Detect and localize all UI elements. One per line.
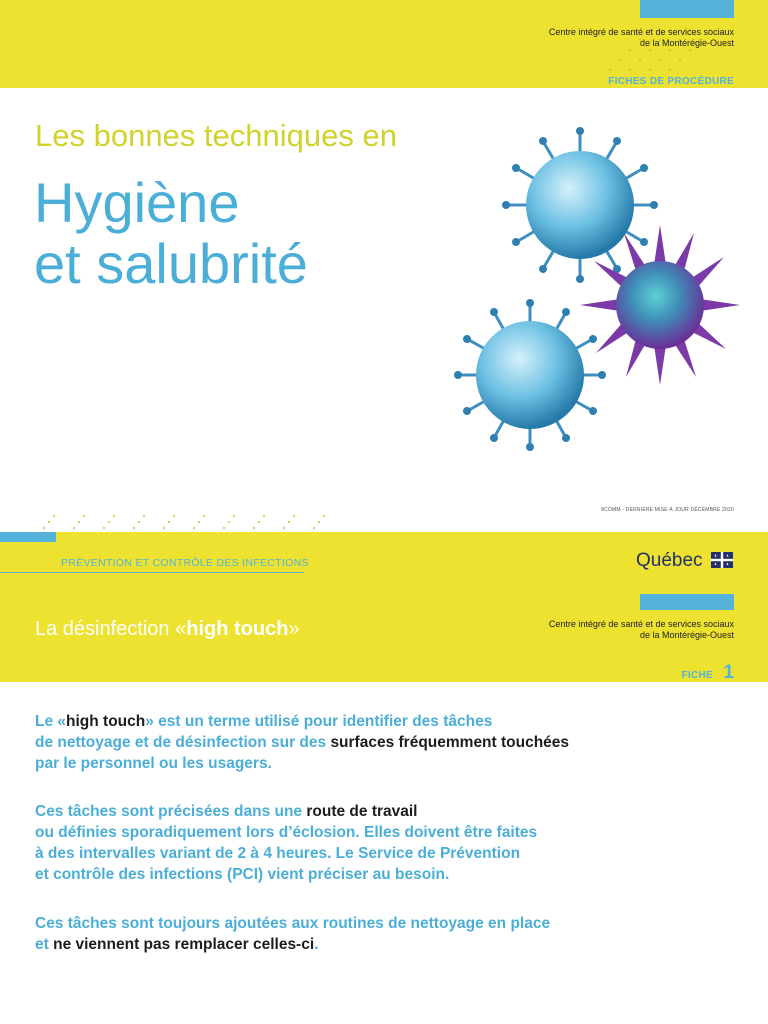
fiche-title-keyword: high touch (186, 618, 289, 640)
p3-highlight: ne viennent pas remplacer celles-ci (53, 936, 315, 953)
fiche-title (35, 618, 300, 641)
cover-title-line2: et salubrité (34, 232, 308, 295)
department-underline (0, 572, 304, 573)
band-org-line2: de la Montérégie-Ouest (639, 630, 734, 640)
header-org-name (549, 27, 734, 49)
quebec-flag-icon (711, 552, 733, 568)
band-org-line1: Centre intégré de santé et de services sociaux (548, 619, 734, 629)
cover-supertitle: Les bonnes techniques en (35, 118, 397, 153)
paragraph-2 (35, 801, 675, 885)
p2-line2: ou définies sporadiquement lors d’éclosion. Elles doivent être faites (35, 824, 538, 841)
department-label: PRÉVENTION ET CONTRÔLE DES INFECTIONS (61, 557, 309, 569)
series-label: FICHES DE PROCÉDURE (608, 76, 734, 87)
p1-text-c: » est un terme utilisé pour identifier des tâches (145, 713, 493, 730)
fiche-label: FICHE (681, 670, 713, 681)
mid-dot-pattern (36, 510, 366, 532)
virus-illustration (450, 120, 750, 460)
fiche-number-block (681, 662, 734, 684)
p3-line1: Ces tâches sont toujours ajoutées aux routines de nettoyage en place (35, 915, 551, 932)
update-note: 8COMM - DERNIÈRE MISE À JOUR DÉCEMBRE 2020 (601, 507, 734, 513)
p1-line3: par le personnel ou les usagers. (35, 755, 272, 772)
p3-line2 (35, 934, 675, 955)
paragraph-3 (35, 913, 675, 955)
p1-text-d: de nettoyage et de désinfection sur des (35, 734, 327, 751)
header-org-line2: de la Montérégie-Ouest (639, 38, 734, 48)
p2-line4: et contrôle des infections (PCI) vient préciser au besoin. (35, 866, 450, 883)
cover-title-line1: Hygiène (34, 171, 240, 234)
quebec-logo-text: Québec (636, 550, 703, 571)
p1-line2 (35, 732, 675, 753)
band-org-name (549, 619, 734, 641)
p2-highlight-route: route de travail (306, 803, 418, 820)
fiche-number: 1 (723, 662, 734, 683)
fiche-title-pre: La désinfection « (35, 618, 187, 640)
cover-title (34, 172, 308, 294)
p2-line1 (35, 801, 675, 822)
paragraph-1 (35, 711, 675, 774)
virus-blue-bottom (454, 299, 606, 451)
p1-highlight-high-touch: high touch (66, 713, 146, 730)
p2-line3: à des intervalles variant de 2 à 4 heures. Le Service de Prévention (35, 845, 521, 862)
p1-text-a: Le « (35, 713, 67, 730)
band-left-blue-tab (0, 532, 56, 542)
header-org-line1: Centre intégré de santé et de services sociaux (548, 27, 734, 37)
band-right-blue-tab (640, 594, 734, 610)
p2-text-a: Ces tâches sont précisées dans une (35, 803, 303, 820)
p3-period: . (314, 936, 319, 953)
fiche-title-post: » (288, 618, 300, 640)
p1-line1 (35, 711, 675, 732)
top-blue-tab (640, 0, 734, 18)
p3-text-b: et (35, 936, 49, 953)
p1-highlight-surfaces: surfaces fréquemment touchées (330, 734, 570, 751)
